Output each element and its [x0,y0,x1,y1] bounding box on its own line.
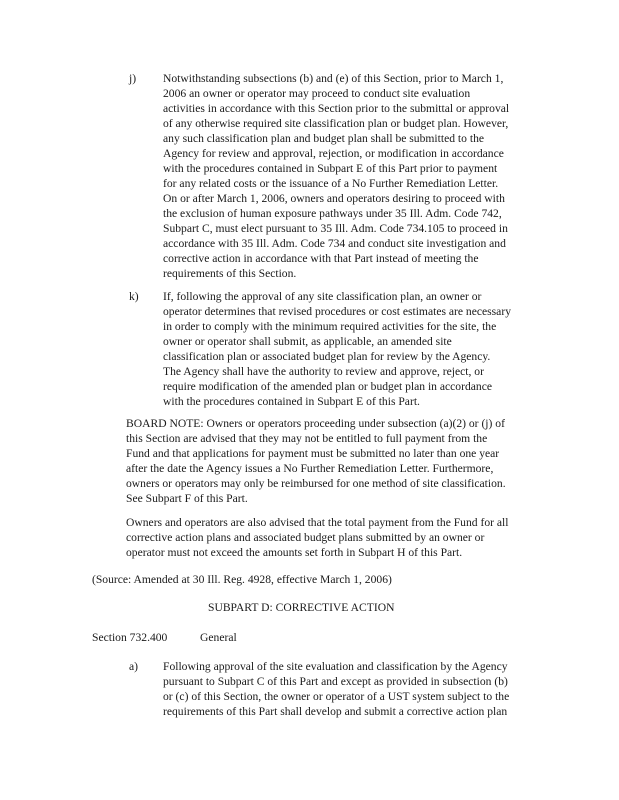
section-j-label: j) [129,72,137,85]
section-k-line: owner or operator shall submit, as applicable, an amended site [163,335,452,348]
board-note-line: after the date the Agency issues a No Further Remediation Letter. Furthermore, [126,462,494,475]
owners-note-line: corrective action plans and associated budget plans submitted by an owner or [126,531,485,544]
section-k-line: The Agency shall have the authority to review and approve, reject, or [163,365,484,378]
section-k-line: If, following the approval of any site classification plan, an owner or [163,290,482,303]
section-j-line: Agency for review and approval, rejection, or modification in accordance [163,147,504,160]
section-k-label: k) [129,290,139,303]
section-j-line: On or after March 1, 2006, owners and operators desiring to proceed with [163,192,505,205]
section-a-line: Following approval of the site evaluation and classification by the Agency [163,660,508,673]
source-note: (Source: Amended at 30 Ill. Reg. 4928, effective March 1, 2006) [92,573,392,586]
section-j-line: accordance with 35 Ill. Adm. Code 734 and conduct site investigation and [163,237,506,250]
section-j-line: corrective action in accordance with that Part instead of meeting the [163,252,479,265]
section-j-line: requirements of this Section. [163,267,297,280]
section-j-line: Subpart C, must elect pursuant to 35 Ill. Adm. Code 734.105 to proceed in [163,222,508,235]
section-a-line: pursuant to Subpart C of this Part and except as provided in subsection (b) [163,675,508,688]
board-note-line: See Subpart F of this Part. [126,492,248,505]
section-j-line: Notwithstanding subsections (b) and (e) of this Section, prior to March 1, [163,72,504,85]
section-k-line: in order to comply with the minimum required activities for the site, the [163,320,497,333]
section-j-line: 2006 an owner or operator may proceed to conduct site evaluation [163,87,471,100]
section-j-line: activities in accordance with this Section prior to the submittal or approval [163,102,510,115]
section-k-line: operator determines that revised procedures or cost estimates are necessary [163,305,511,318]
owners-note-line: Owners and operators are also advised that the total payment from the Fund for all [126,516,509,529]
board-note-line: Fund and that applications for payment must be submitted no later than one year [126,447,500,460]
section-j-line: of any otherwise required site classification plan or budget plan. However, [163,117,509,130]
subpart-heading: SUBPART D: CORRECTIVE ACTION [208,601,395,614]
board-note-line: this Section are advised that they may not be entitled to full payment from the [126,432,488,445]
section-k-line: require modification of the amended plan or budget plan in accordance [163,380,493,393]
section-k-line: with the procedures contained in Subpart E of this Part. [163,395,420,408]
section-k-line: classification plan or associated budget plan for review by the Agency. [163,350,491,363]
board-note-line: BOARD NOTE: Owners or operators proceeding under subsection (a)(2) or (j) of [126,417,505,430]
board-note-line: owners or operators may only be reimbursed for one method of site classification. [126,477,506,490]
section-j-line: with the procedures contained in Subpart E of this Part prior to payment [163,162,498,175]
section-j-line: the exclusion of human exposure pathways under 35 Ill. Adm. Code 742, [163,207,502,220]
section-title: General [200,631,237,644]
section-number: Section 732.400 [92,631,168,644]
owners-note-line: operator must not exceed the amounts set forth in Subpart H of this Part. [126,546,463,559]
section-a-line: or (c) of this Section, the owner or operator of a UST system subject to the [163,690,510,703]
section-a-line: requirements of this Part shall develop and submit a corrective action plan [163,705,508,718]
section-j-line: for any related costs or the issuance of a No Further Remediation Letter. [163,177,499,190]
section-j-line: any such classification plan and budget plan shall be submitted to the [163,132,485,145]
section-a-label: a) [129,660,139,673]
